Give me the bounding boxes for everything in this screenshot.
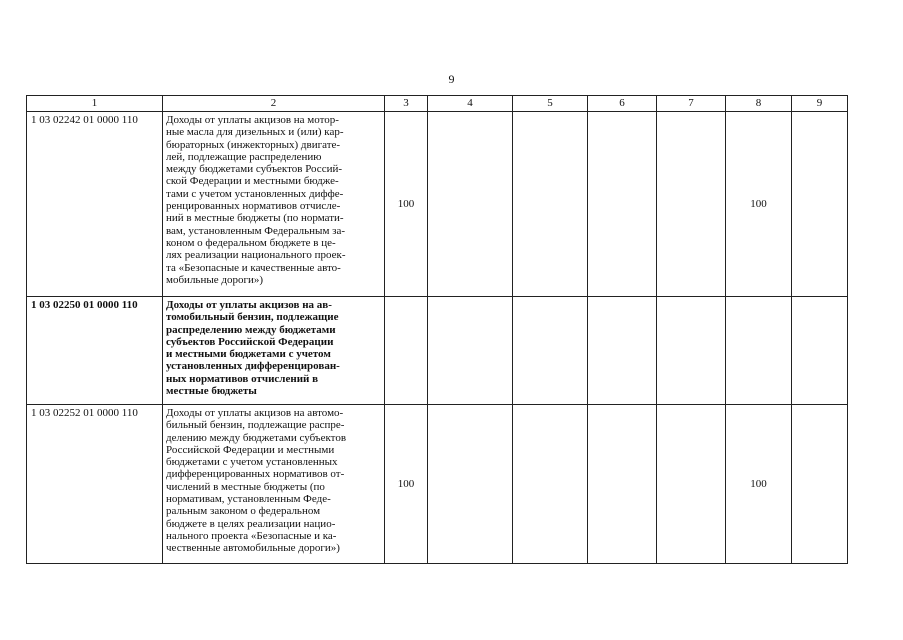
- classification-code: 1 03 02252 01 0000 110: [27, 405, 163, 564]
- revenue-name: [163, 297, 385, 405]
- header-cell-3: 3: [385, 96, 428, 112]
- classification-code: 1 03 02250 01 0000 110: [27, 297, 163, 405]
- table-row: [27, 297, 848, 405]
- cell-col-8: 100: [726, 405, 792, 564]
- cell-col-9: [792, 405, 848, 564]
- revenue-name-text: Доходы от уплаты акцизов на ав- томобильный бензин, подлежащие распределению между бюджетами субъектов Российской Федерации и местными бюджетами с учетом установленных дифференцирован- ных нормативов отчислений в местные бюджеты: [166, 299, 340, 398]
- table-row: [27, 112, 848, 297]
- cell-col-8: [726, 297, 792, 405]
- revenue-name-text: Доходы от уплаты акцизов на автомо- бильный бензин, подлежащие распре- делению между бюджетами субъектов Российской Федерации и местными бюджетами с учетом установленных дифференцированных нормативов от- числений в местные бюджеты (по нормативам, установленным Феде- ральным законом о федеральном бюджете в целях реализации нацио- нального проекта «Безопасные и ка- чественные автомобильные дороги»): [166, 407, 347, 555]
- header-cell-4: 4: [428, 96, 513, 112]
- cell-col-5: [513, 405, 588, 564]
- header-cell-5: 5: [513, 96, 588, 112]
- cell-col-7: [657, 297, 726, 405]
- cell-col-9: [792, 112, 848, 297]
- cell-col-4: [428, 405, 513, 564]
- header-cell-2: 2: [163, 96, 385, 112]
- table-header-row: [27, 96, 848, 112]
- cell-col-4: [428, 297, 513, 405]
- header-cell-1: 1: [27, 96, 163, 112]
- revenue-name-text: Доходы от уплаты акцизов на мотор- ные масла для дизельных и (или) кар- бюраторных (инжекторных) двигате- лей, подлежащие распределению между бюджетами субъектов Россий- ской Федерации и местными бюдже- тами с учетом установленных диффе- ренцированных нормативов отчисле- ний в местные бюджеты (по нормати- вам, установленным Федеральным за- коном о федеральном бюджете в це- лях реализации национального проек- та «Безопасные и качественные авто- мобильные дороги»): [166, 114, 346, 286]
- header-cell-8: 8: [726, 96, 792, 112]
- cell-col-7: [657, 112, 726, 297]
- cell-col-8: 100: [726, 112, 792, 297]
- cell-col-3: [385, 297, 428, 405]
- classification-code: 1 03 02242 01 0000 110: [27, 112, 163, 297]
- page-number: 9: [448, 72, 455, 86]
- cell-col-5: [513, 112, 588, 297]
- cell-col-3: 100: [385, 405, 428, 564]
- revenue-table: [26, 95, 848, 564]
- header-cell-9: 9: [792, 96, 848, 112]
- revenue-name: [163, 405, 385, 564]
- cell-col-5: [513, 297, 588, 405]
- cell-col-9: [792, 297, 848, 405]
- header-cell-6: 6: [588, 96, 657, 112]
- table-row: [27, 405, 848, 564]
- cell-col-3: 100: [385, 112, 428, 297]
- cell-col-6: [588, 112, 657, 297]
- cell-col-4: [428, 112, 513, 297]
- cell-col-6: [588, 405, 657, 564]
- cell-col-6: [588, 297, 657, 405]
- cell-col-7: [657, 405, 726, 564]
- header-cell-7: 7: [657, 96, 726, 112]
- revenue-name: [163, 112, 385, 297]
